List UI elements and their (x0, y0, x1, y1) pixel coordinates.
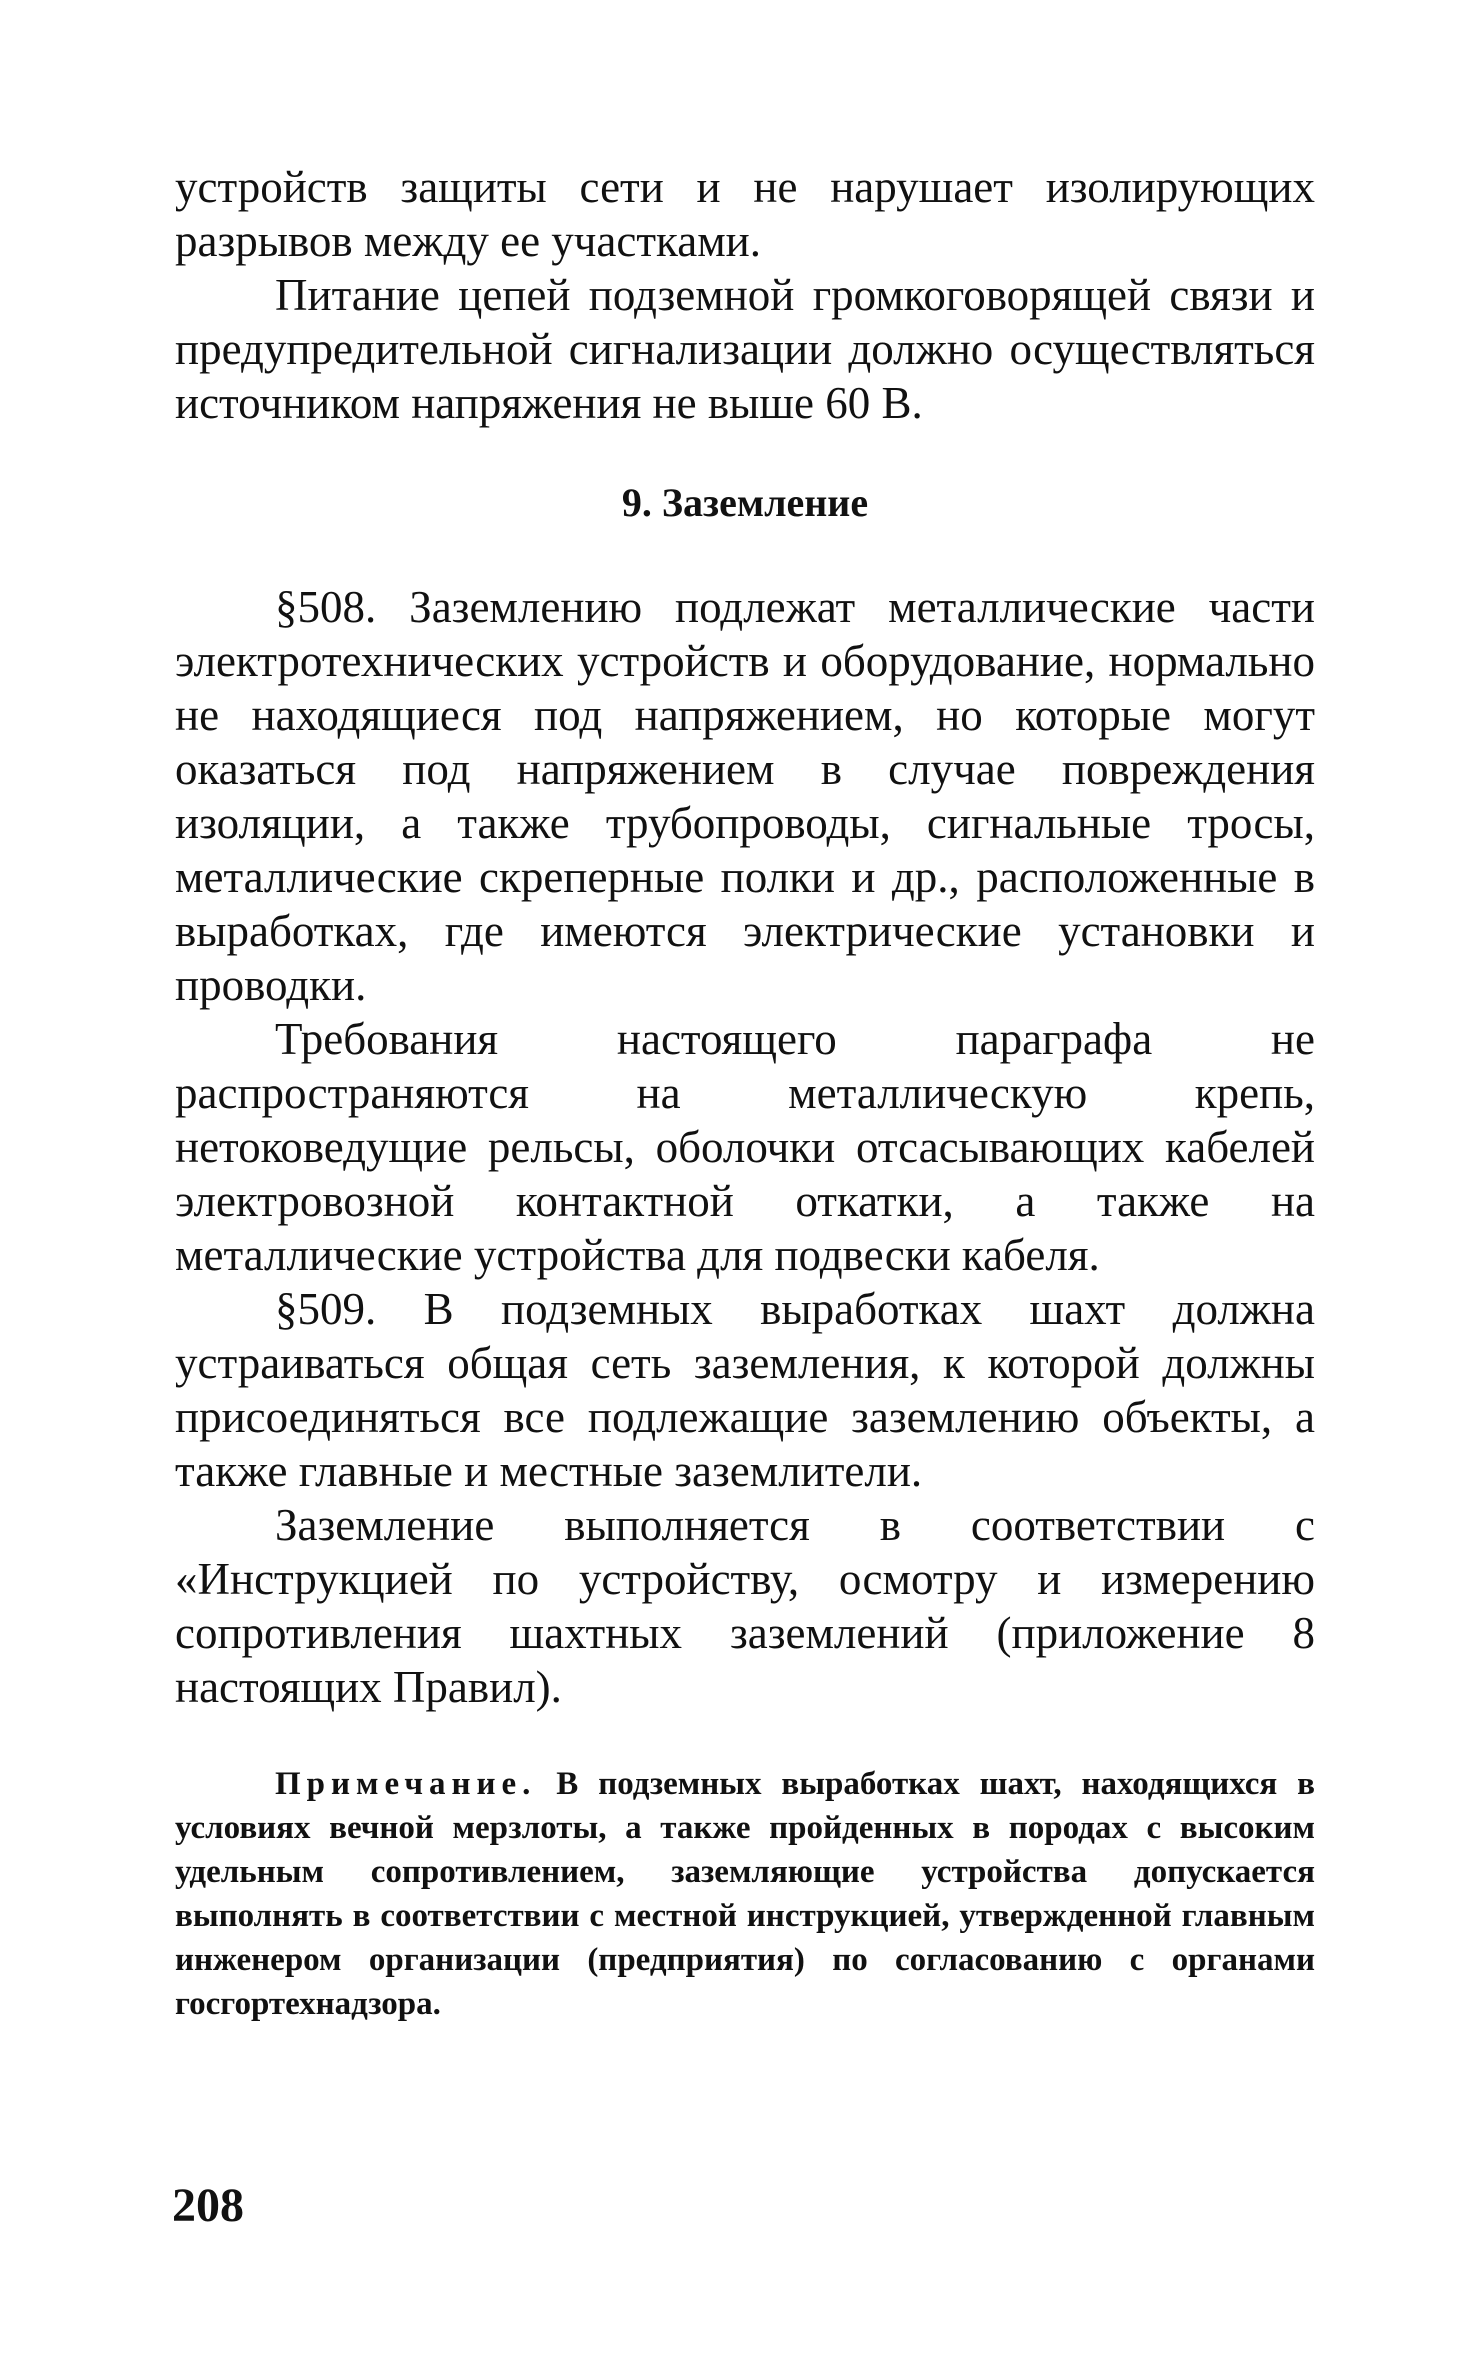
paragraph-509-grounding: Заземление выполняется в соответствии с «Инструкцией по устройству, осмотру и измерению сопротивления шахтных заземлений (приложение 8 настоящих Правил). (175, 1500, 1315, 1712)
document-page (175, 160, 1315, 2026)
paragraph-continuation: устройств защиты сети и не нарушает изолирующих разрывов между ее участками. (175, 162, 1315, 266)
paragraph-508: §508. Заземлению подлежат металлические части электротехнических устройств и оборудование, нормально не находящиеся под напряжением, но которые могут оказаться под напряжением в случае повреждения изоляции, а также трубопроводы, сигнальные тросы, металлические скреперные полки и др., расположенные в выработках, где имеются электрические установки и проводки. (175, 582, 1315, 1010)
note-text: В подземных выработках шахт, находящихся в условиях вечной мерзлоты, а также пройденных в породах с высоким удельным сопротивлением, заземляющие устройства допускается выполнять в соответствии с местной инструкцией, утвержденной главным инженером организации (предприятия) по согласованию с органами госгортехнадзора. (175, 1766, 1316, 2022)
paragraph-509: §509. В подземных выработках шахт должна устраиваться общая сеть заземления, к которой должны присоединяться все подлежащие заземлению объекты, а также главные и местные заземлители. (175, 1284, 1315, 1496)
paragraph-power-supply: Питание цепей подземной громкоговорящей связи и предупредительной сигнализации должно осуществляться источником напряжения не выше 60 В. (175, 270, 1315, 428)
section-heading: 9. Заземление (621, 480, 869, 525)
page-number: 208 (172, 2179, 244, 2232)
note-label: Примечание. (275, 1766, 537, 1802)
paragraph-508-requirements: Требования настоящего параграфа не распространяются на металлическую крепь, нетоковедущие рельсы, оболочки отсасывающих кабелей электровозной контактной откатки, а также на металлические устройства для подвески кабеля. (175, 1014, 1315, 1280)
note-block (175, 1762, 1315, 2026)
